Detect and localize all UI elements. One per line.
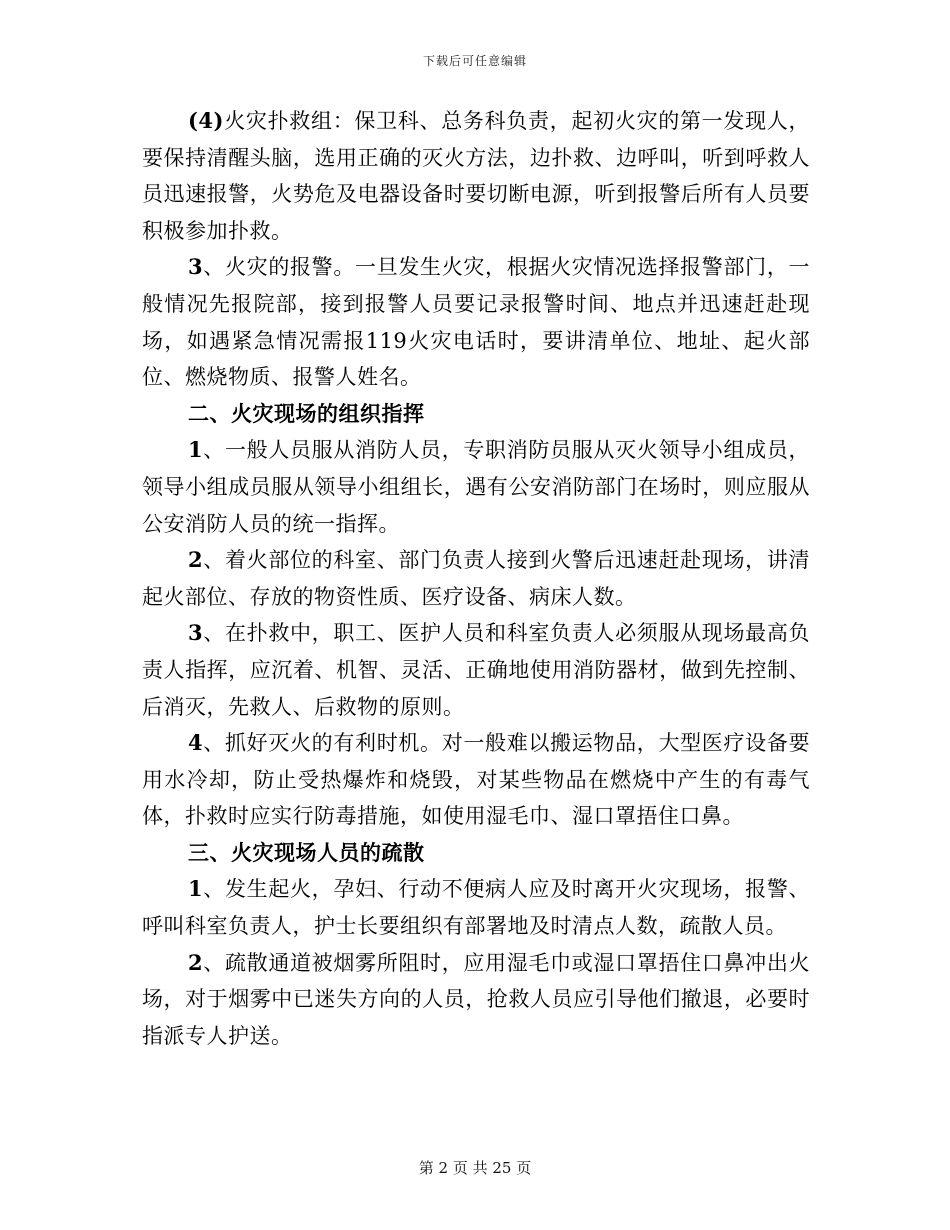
document-body — [142, 103, 810, 1054]
paragraph-command-1 — [142, 432, 810, 542]
paragraph-text: 、抓好灭火的有利时机。对一般难以搬运物品，大型医疗设备要用水冷却，防止受热爆炸和烧毁，对某些物品在燃烧中产生的有毒气体，扑救时应实行防毒措施，如使用湿毛巾、湿口罩捂住口鼻。 — [142, 731, 810, 829]
section-heading-command: 二、火灾现场的组织指挥 — [188, 400, 425, 426]
paragraph-fire-alarm — [142, 249, 810, 395]
paragraph-command-4 — [142, 725, 810, 835]
paragraph-number: 3 — [188, 254, 204, 280]
paragraph-text: 、一般人员服从消防人员，专职消防员服从灭火领导小组成员，领导小组成员服从领导小组组长，遇有公安消防部门在场时，则应服从公安消防人员的统一指挥。 — [142, 438, 810, 536]
paragraph-number: 3 — [188, 620, 204, 646]
paragraph-evacuation-1 — [142, 871, 810, 944]
paragraph-number: 1 — [188, 876, 204, 902]
paragraph-text: 、发生起火，孕妇、行动不便病人应及时离开火灾现场，报警、呼叫科室负责人，护士长要组织有部署地及时清点人数，疏散人员。 — [142, 877, 810, 939]
paragraph-number: 2 — [188, 949, 204, 975]
paragraph-fire-fighting-team — [142, 103, 810, 249]
paragraph-text: 、在扑救中，职工、医护人员和科室负责人必须服从现场最高负责人指挥，应沉着、机智、灵活、正确地使用消防器材，做到先控制、后消灭，先救人、后救物的原则。 — [142, 621, 810, 719]
paragraph-number: 1 — [188, 437, 204, 463]
paragraph-number: 4 — [188, 730, 204, 756]
paragraph-text: 、火灾的报警。一旦发生火灾，根据火灾情况选择报警部门，一般情况先报院部，接到报警人员要记录报警时间、地点并迅速赶赴现场，如遇紧急情况需报119火灾电话时，要讲清单位、地址、起火部位、燃烧物质、报警人姓名。 — [142, 255, 810, 390]
paragraph-text: 、着火部位的科室、部门负责人接到火警后迅速赶赴现场，讲清起火部位、存放的物资性质、医疗设备、病床人数。 — [142, 548, 810, 609]
paragraph-text: 火灾扑救组：保卫科、总务科负责，起初火灾的第一发现人，要保持清醒头脑，选用正确的灭火方法，边扑救、边呼叫，听到呼救人员迅速报警，火势危及电器设备时要切断电源，听到报警后所有人员要积极参加扑救。 — [142, 109, 810, 243]
paragraph-evacuation-2 — [142, 945, 810, 1055]
page-header: 下载后可任意编辑 — [422, 54, 527, 68]
paragraph-number: 2 — [188, 547, 204, 573]
paragraph-command-2 — [142, 542, 810, 615]
paragraph-command-3 — [142, 615, 810, 725]
page-footer: 第 2 页 共 25 页 — [418, 1159, 532, 1177]
paragraph-number: (4) — [188, 108, 224, 133]
paragraph-text: 、疏散通道被烟雾所阻时，应用湿毛巾或湿口罩捂住口鼻冲出火场，对于烟雾中已迷失方向的人员，抢救人员应引导他们撤退，必要时指派专人护送。 — [142, 950, 810, 1048]
section-heading-evacuation: 三、火灾现场人员的疏散 — [188, 839, 425, 865]
